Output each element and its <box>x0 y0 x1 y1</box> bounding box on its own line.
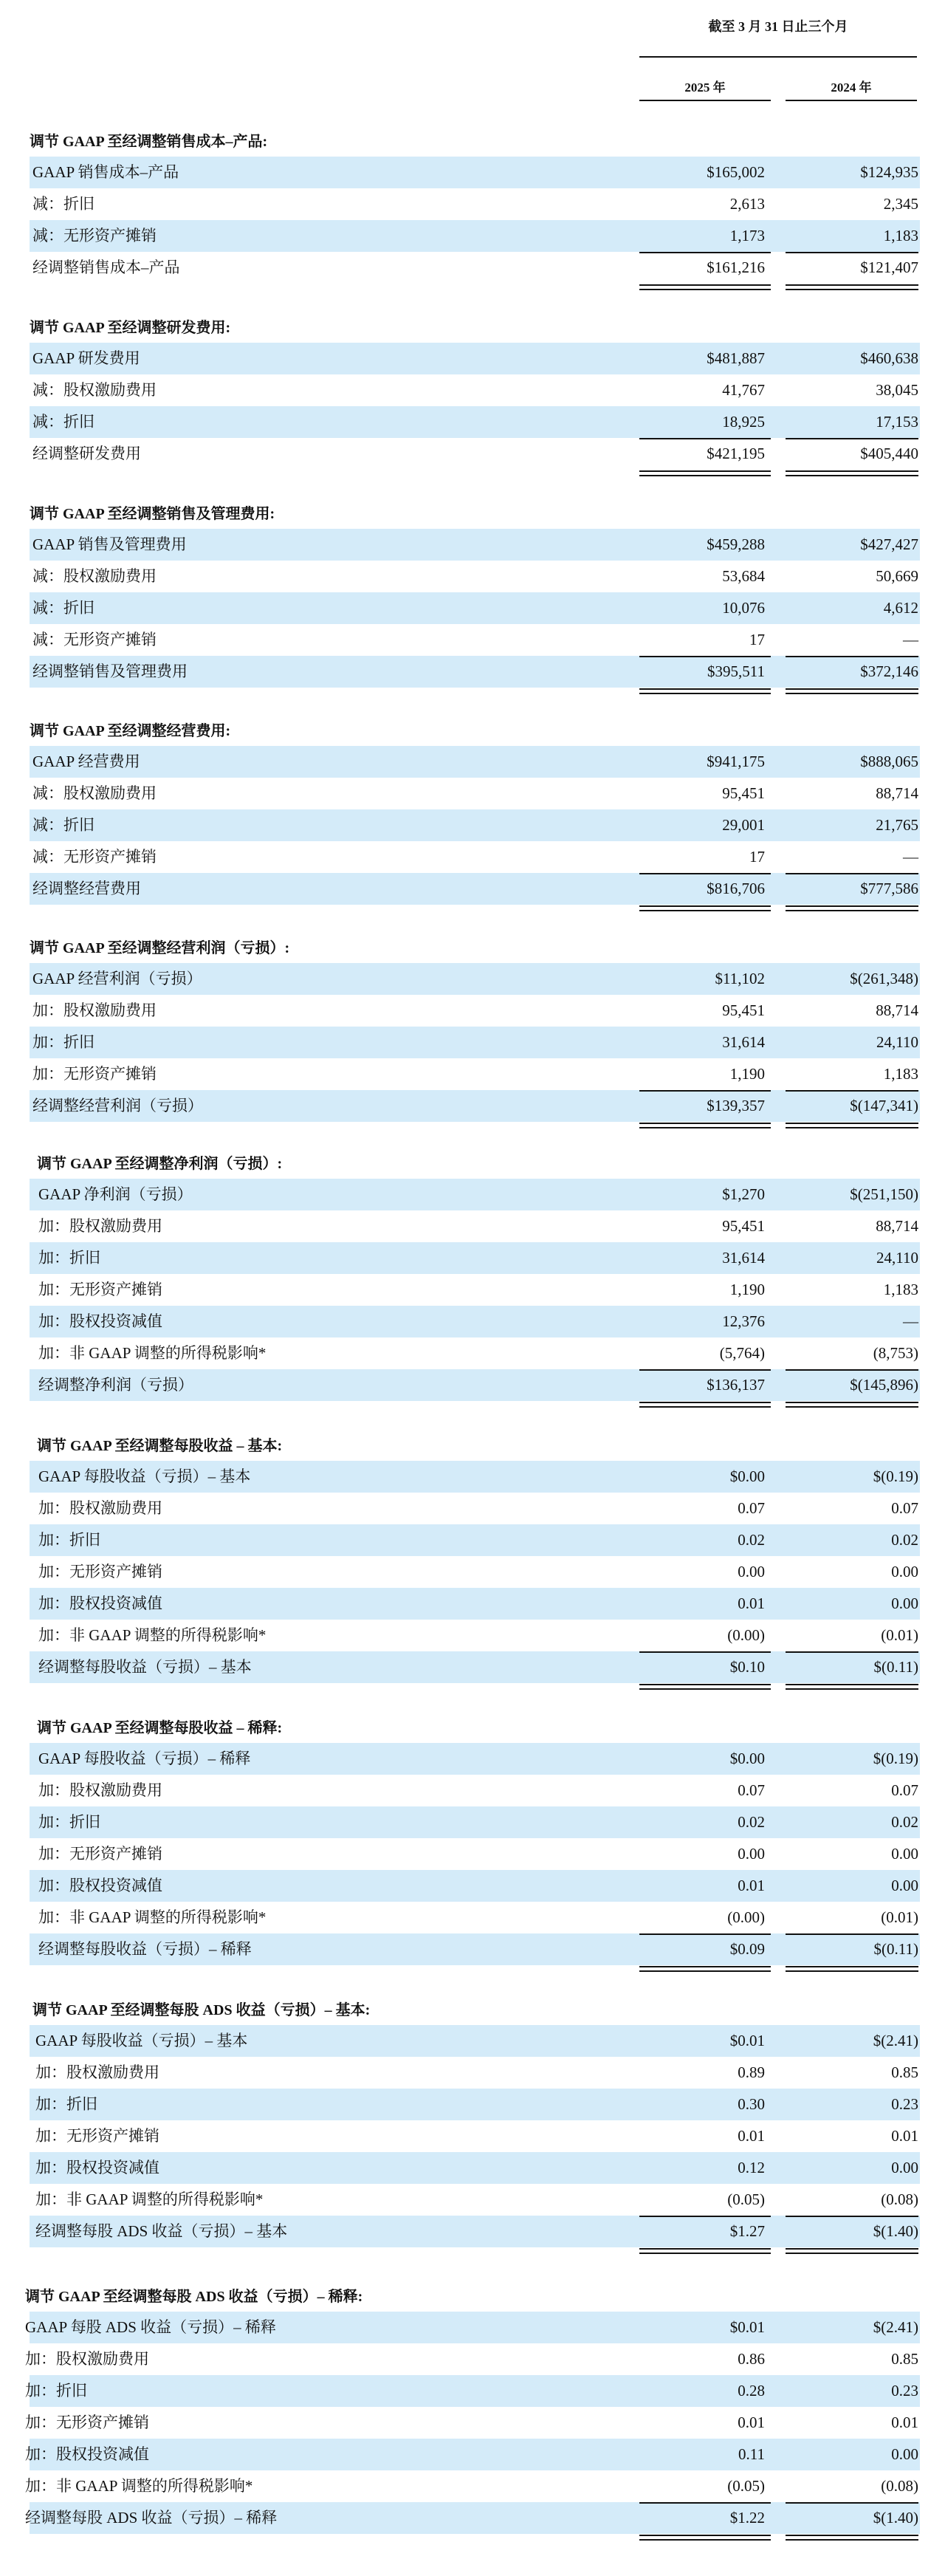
row-label: GAAP 销售成本–产品 <box>32 163 179 181</box>
value-2024: (0.08) <box>881 2190 918 2208</box>
value-2025: 1,173 <box>729 227 765 244</box>
table-row <box>0 2025 945 2057</box>
value-2025: $161,216 <box>707 258 765 276</box>
total-double-rule <box>786 470 918 476</box>
value-2024: 17,153 <box>876 413 918 431</box>
total-row <box>0 438 945 470</box>
total-double-rule <box>639 688 771 694</box>
total-row <box>0 2502 945 2534</box>
value-2025: (0.00) <box>727 1908 765 1926</box>
value-2025: 18,925 <box>722 413 765 431</box>
table-row <box>0 1620 945 1651</box>
value-2025: (0.00) <box>727 1626 765 1644</box>
value-2025: 12,376 <box>722 1312 765 1330</box>
row-label: 加：无形资产摊销 <box>25 2414 149 2431</box>
table-row <box>0 2184 945 2216</box>
table-row <box>0 2375 945 2407</box>
value-2025: $1.22 <box>729 2509 765 2527</box>
section-rows <box>0 343 945 470</box>
table-row <box>0 592 945 624</box>
row-label: 加：非 GAAP 调整的所得税影响* <box>38 1626 267 1644</box>
value-2025: (0.05) <box>727 2477 765 2495</box>
value-2024: $(251,150) <box>850 1185 918 1203</box>
total-double-rule <box>786 2535 918 2541</box>
table-row <box>0 343 945 374</box>
row-label: 加：股权投资减值 <box>25 2445 149 2463</box>
value-2024: — <box>903 1312 918 1330</box>
row-label: 加：无形资产摊销 <box>38 1281 162 1298</box>
value-2024: $427,427 <box>860 535 918 553</box>
table-row <box>0 2120 945 2152</box>
row-label: 加：折旧 <box>38 1249 100 1267</box>
value-2024: $(0.11) <box>873 1940 918 1958</box>
row-label: 减：股权激励费用 <box>32 381 157 399</box>
value-2025: 0.12 <box>738 2159 765 2176</box>
value-2025: $395,511 <box>707 662 765 680</box>
value-2025: 95,451 <box>722 1001 765 1019</box>
table-row <box>0 1870 945 1902</box>
table-row <box>0 1210 945 1242</box>
table-row <box>0 2152 945 2184</box>
section-rows <box>0 157 945 284</box>
value-2024: 88,714 <box>876 1001 918 1019</box>
value-2024: $(145,896) <box>850 1376 918 1394</box>
section-title: 调节 GAAP 至经调整每股收益 – 稀释: <box>37 1720 283 1736</box>
section-title: 调节 GAAP 至经调整每股 ADS 收益（亏损）– 稀释: <box>25 2289 363 2305</box>
section-title: 调节 GAAP 至经调整净利润（亏损）: <box>37 1156 283 1172</box>
total-row <box>0 252 945 284</box>
row-label: 加：股权投资减值 <box>38 1594 162 1612</box>
row-label: 减：无形资产摊销 <box>32 848 157 866</box>
table-row <box>0 809 945 841</box>
value-2024: 0.23 <box>891 2382 918 2399</box>
subtotal-rule <box>786 438 918 439</box>
value-2025: 95,451 <box>722 784 765 802</box>
value-2025: 41,767 <box>722 381 765 399</box>
period-header: 截至 3 月 31 日止三个月 <box>708 19 848 34</box>
value-2025: $0.09 <box>729 1940 765 1958</box>
value-2025: $0.00 <box>729 1750 765 1767</box>
row-label: GAAP 净利润（亏损） <box>38 1185 193 1203</box>
table-row <box>0 778 945 809</box>
value-2025: 1,190 <box>729 1065 765 1083</box>
value-2025: $136,137 <box>707 1376 765 1394</box>
value-2024: 0.85 <box>891 2063 918 2081</box>
value-2025: 0.07 <box>738 1499 765 1517</box>
total-double-rule <box>786 1123 918 1128</box>
row-label: GAAP 每股收益（亏损）– 基本 <box>35 2032 248 2049</box>
value-2025: 17 <box>749 848 765 866</box>
value-2025: $481,887 <box>707 349 765 367</box>
row-label: 加：折旧 <box>38 1531 100 1549</box>
table-row <box>0 157 945 188</box>
section-title: 调节 GAAP 至经调整每股 ADS 收益（亏损）– 基本: <box>32 2002 371 2018</box>
value-2025: $1,270 <box>722 1185 765 1203</box>
row-label: 加：非 GAAP 调整的所得税影响* <box>25 2477 253 2495</box>
row-label: 加：非 GAAP 调整的所得税影响* <box>38 1344 267 1362</box>
value-2025: 0.86 <box>738 2350 765 2368</box>
total-double-rule <box>639 905 771 911</box>
column-header-2025: 2025 年 <box>639 77 771 101</box>
header-rule <box>639 56 917 58</box>
row-label: 加：折旧 <box>38 1813 100 1831</box>
subtotal-rule <box>786 873 918 874</box>
section-rows <box>0 529 945 688</box>
value-2025: $941,175 <box>707 753 765 770</box>
row-label: GAAP 每股收益（亏损）– 稀释 <box>38 1750 251 1767</box>
value-2024: 0.00 <box>891 1877 918 1894</box>
value-2024: $(2.41) <box>873 2318 918 2336</box>
subtotal-rule <box>786 656 918 657</box>
table-row <box>0 529 945 561</box>
table-row <box>0 1775 945 1806</box>
table-row <box>0 1337 945 1369</box>
row-label: 经调整销售成本–产品 <box>32 258 180 276</box>
value-2024: 88,714 <box>876 784 918 802</box>
value-2025: 10,076 <box>722 599 765 617</box>
value-2025: $0.01 <box>729 2032 765 2049</box>
subtotal-rule <box>639 873 771 874</box>
value-2024: 0.07 <box>891 1499 918 1517</box>
total-double-rule <box>786 284 918 290</box>
value-2024: 0.01 <box>891 2414 918 2431</box>
value-2025: 0.02 <box>738 1813 765 1831</box>
value-2024: 0.00 <box>891 1563 918 1580</box>
table-row <box>0 406 945 438</box>
row-label: 减：无形资产摊销 <box>32 227 157 244</box>
value-2025: $0.10 <box>729 1658 765 1676</box>
value-2024: 1,183 <box>883 227 918 244</box>
table-row <box>0 561 945 592</box>
row-label: 减：折旧 <box>32 599 94 617</box>
row-label: 减：折旧 <box>32 816 94 834</box>
total-double-rule <box>786 2248 918 2254</box>
value-2024: 0.02 <box>891 1531 918 1549</box>
section-rows <box>0 1461 945 1683</box>
subtotal-rule <box>639 1090 771 1092</box>
total-double-rule <box>786 905 918 911</box>
row-label: 加：折旧 <box>25 2382 87 2399</box>
row-label: GAAP 研发费用 <box>32 349 140 367</box>
section-title: 调节 GAAP 至经调整销售成本–产品: <box>30 134 268 150</box>
row-label: 加：股权激励费用 <box>25 2350 149 2368</box>
table-row <box>0 1806 945 1838</box>
subtotal-rule <box>786 1090 918 1092</box>
total-double-rule <box>639 2535 771 2541</box>
value-2025: 0.00 <box>738 1845 765 1863</box>
row-label: 减：折旧 <box>32 413 94 431</box>
subtotal-rule <box>786 2216 918 2217</box>
value-2024: 0.00 <box>891 2445 918 2463</box>
row-label: 经调整经营利润（亏损） <box>32 1097 203 1114</box>
value-2024: (8,753) <box>873 1344 918 1362</box>
table-row <box>0 2439 945 2470</box>
section-title: 调节 GAAP 至经调整销售及管理费用: <box>30 506 275 522</box>
total-double-rule <box>639 1402 771 1408</box>
table-row <box>0 1524 945 1556</box>
value-2025: $421,195 <box>707 445 765 462</box>
table-row <box>0 624 945 656</box>
value-2024: 0.00 <box>891 2159 918 2176</box>
total-row <box>0 656 945 688</box>
value-2025: 1,190 <box>729 1281 765 1298</box>
value-2024: 24,110 <box>876 1249 918 1267</box>
total-double-rule <box>786 1402 918 1408</box>
subtotal-rule <box>639 656 771 657</box>
section-rows <box>0 1179 945 1401</box>
subtotal-rule <box>639 1651 771 1653</box>
table-row <box>0 1556 945 1588</box>
value-2025: $139,357 <box>707 1097 765 1114</box>
value-2024: $888,065 <box>860 753 918 770</box>
value-2024: $124,935 <box>860 163 918 181</box>
value-2025: (5,764) <box>719 1344 765 1362</box>
value-2024: $(1.40) <box>873 2509 918 2527</box>
value-2024: $(2.41) <box>873 2032 918 2049</box>
table-row <box>0 2089 945 2120</box>
row-label: GAAP 经营费用 <box>32 753 140 770</box>
value-2024: (0.01) <box>881 1626 918 1644</box>
row-label: 经调整净利润（亏损） <box>38 1376 193 1394</box>
section-rows <box>0 963 945 1122</box>
row-label: 经调整每股收益（亏损）– 基本 <box>38 1658 252 1676</box>
value-2025: 0.01 <box>738 2414 765 2431</box>
value-2025: 17 <box>749 631 765 648</box>
subtotal-rule <box>786 1369 918 1371</box>
row-label: 加：无形资产摊销 <box>32 1065 157 1083</box>
table-row <box>0 188 945 220</box>
section-rows <box>0 746 945 905</box>
value-2024: $372,146 <box>860 662 918 680</box>
value-2025: 0.89 <box>738 2063 765 2081</box>
row-label: 减：折旧 <box>32 195 94 213</box>
subtotal-rule <box>639 2216 771 2217</box>
value-2024: $(0.11) <box>873 1658 918 1676</box>
table-row <box>0 1902 945 1933</box>
table-row <box>0 1242 945 1274</box>
value-2025: 29,001 <box>722 816 765 834</box>
subtotal-rule <box>639 1933 771 1935</box>
value-2025: $816,706 <box>707 880 765 897</box>
row-label: GAAP 每股 ADS 收益（亏损）– 稀释 <box>25 2318 276 2336</box>
value-2024: (0.01) <box>881 1908 918 1926</box>
row-label: 加：股权投资减值 <box>38 1877 162 1894</box>
row-label: 加：无形资产摊销 <box>38 1845 162 1863</box>
value-2024: 1,183 <box>883 1065 918 1083</box>
row-label: 加：股权激励费用 <box>38 1781 162 1799</box>
row-label: 减：股权激励费用 <box>32 784 157 802</box>
value-2024: $(0.19) <box>873 1467 918 1485</box>
value-2024: $405,440 <box>860 445 918 462</box>
value-2025: $1.27 <box>729 2222 765 2240</box>
value-2025: 31,614 <box>722 1033 765 1051</box>
section-title: 调节 GAAP 至经调整经营费用: <box>30 723 231 739</box>
value-2024: 0.00 <box>891 1594 918 1612</box>
total-double-rule <box>639 2248 771 2254</box>
table-row <box>0 2470 945 2502</box>
value-2025: 53,684 <box>722 567 765 585</box>
section-rows <box>0 2312 945 2534</box>
row-label: GAAP 销售及管理费用 <box>32 535 187 553</box>
row-label: 经调整销售及管理费用 <box>32 662 188 680</box>
row-label: 加：非 GAAP 调整的所得税影响* <box>38 1908 267 1926</box>
value-2025: 0.07 <box>738 1781 765 1799</box>
value-2024: — <box>903 631 918 648</box>
value-2024: 0.85 <box>891 2350 918 2368</box>
value-2025: $0.00 <box>729 1467 765 1485</box>
table-row <box>0 2407 945 2439</box>
value-2024: 50,669 <box>876 567 918 585</box>
total-row <box>0 1090 945 1122</box>
value-2024: 38,045 <box>876 381 918 399</box>
value-2024: $(1.40) <box>873 2222 918 2240</box>
table-row <box>0 746 945 778</box>
total-double-rule <box>786 1684 918 1690</box>
value-2024: — <box>903 848 918 866</box>
value-2024: 0.23 <box>891 2095 918 2113</box>
row-label: GAAP 每股收益（亏损）– 基本 <box>38 1467 251 1485</box>
value-2025: (0.05) <box>727 2190 765 2208</box>
subtotal-rule <box>639 2502 771 2504</box>
table-row <box>0 374 945 406</box>
section-title: 调节 GAAP 至经调整经营利润（亏损）: <box>30 940 290 956</box>
subtotal-rule <box>639 438 771 439</box>
table-row <box>0 1493 945 1524</box>
row-label: 加：折旧 <box>32 1033 94 1051</box>
row-label: 加：无形资产摊销 <box>38 1563 162 1580</box>
value-2025: 0.02 <box>738 1531 765 1549</box>
section-title: 调节 GAAP 至经调整研发费用: <box>30 320 231 336</box>
total-double-rule <box>639 1123 771 1128</box>
table-row <box>0 1838 945 1870</box>
value-2024: 0.07 <box>891 1781 918 1799</box>
table-row <box>0 2312 945 2343</box>
row-label: 加：非 GAAP 调整的所得税影响* <box>35 2190 264 2208</box>
total-row <box>0 2216 945 2247</box>
table-row <box>0 1306 945 1337</box>
value-2024: $121,407 <box>860 258 918 276</box>
table-row <box>0 1588 945 1620</box>
row-label: 加：股权投资减值 <box>35 2159 159 2176</box>
value-2024: $(147,341) <box>850 1097 918 1114</box>
total-double-rule <box>786 1966 918 1972</box>
row-label: 经调整经营费用 <box>32 880 141 897</box>
value-2024: $460,638 <box>860 349 918 367</box>
total-row <box>0 873 945 905</box>
total-double-rule <box>639 1966 771 1972</box>
value-2025: $11,102 <box>715 970 765 987</box>
table-row <box>0 2343 945 2375</box>
row-label: 经调整每股收益（亏损）– 稀释 <box>38 1940 252 1958</box>
table-row <box>0 1743 945 1775</box>
value-2024: 1,183 <box>883 1281 918 1298</box>
value-2025: 2,613 <box>729 195 765 213</box>
value-2024: 0.02 <box>891 1813 918 1831</box>
row-label: 加：股权激励费用 <box>38 1217 162 1235</box>
table-row <box>0 963 945 995</box>
row-label: 减：无形资产摊销 <box>32 631 157 648</box>
value-2024: $(261,348) <box>850 970 918 987</box>
row-label: 经调整每股 ADS 收益（亏损）– 稀释 <box>25 2509 278 2527</box>
value-2025: 0.28 <box>738 2382 765 2399</box>
value-2024: 0.00 <box>891 1845 918 1863</box>
table-row <box>0 220 945 252</box>
value-2024: $777,586 <box>860 880 918 897</box>
row-label: 减：股权激励费用 <box>32 567 157 585</box>
value-2025: 0.30 <box>738 2095 765 2113</box>
value-2024: 88,714 <box>876 1217 918 1235</box>
value-2024: 0.01 <box>891 2127 918 2145</box>
subtotal-rule <box>639 1369 771 1371</box>
section-rows <box>0 2025 945 2247</box>
value-2025: 0.11 <box>738 2445 765 2463</box>
table-row <box>0 2057 945 2089</box>
row-label: 加：股权激励费用 <box>32 1001 157 1019</box>
total-double-rule <box>639 470 771 476</box>
row-label: 经调整每股 ADS 收益（亏损）– 基本 <box>35 2222 288 2240</box>
value-2025: 0.01 <box>738 2127 765 2145</box>
value-2025: 0.01 <box>738 1877 765 1894</box>
value-2024: $(0.19) <box>873 1750 918 1767</box>
subtotal-rule <box>786 1933 918 1935</box>
table-row <box>0 1058 945 1090</box>
value-2025: $459,288 <box>707 535 765 553</box>
section-title: 调节 GAAP 至经调整每股收益 – 基本: <box>37 1438 283 1454</box>
value-2024: 4,612 <box>883 599 918 617</box>
value-2025: 0.00 <box>738 1563 765 1580</box>
total-double-rule <box>639 284 771 290</box>
value-2024: 21,765 <box>876 816 918 834</box>
table-row <box>0 841 945 873</box>
subtotal-rule <box>639 252 771 253</box>
row-label: 加：股权投资减值 <box>38 1312 162 1330</box>
value-2025: $0.01 <box>729 2318 765 2336</box>
table-row <box>0 995 945 1027</box>
table-row <box>0 1274 945 1306</box>
value-2025: 95,451 <box>722 1217 765 1235</box>
subtotal-rule <box>786 252 918 253</box>
table-row <box>0 1027 945 1058</box>
value-2024: 2,345 <box>883 195 918 213</box>
value-2024: 24,110 <box>876 1033 918 1051</box>
value-2025: 31,614 <box>722 1249 765 1267</box>
column-header-2024: 2024 年 <box>786 77 917 101</box>
value-2024: (0.08) <box>881 2477 918 2495</box>
total-row <box>0 1933 945 1965</box>
value-2025: 0.01 <box>738 1594 765 1612</box>
row-label: 加：股权激励费用 <box>35 2063 159 2081</box>
row-label: 加：股权激励费用 <box>38 1499 162 1517</box>
total-row <box>0 1651 945 1683</box>
value-2025: $165,002 <box>707 163 765 181</box>
row-label: 加：无形资产摊销 <box>35 2127 159 2145</box>
table-row <box>0 1461 945 1493</box>
total-double-rule <box>639 1684 771 1690</box>
table-row <box>0 1179 945 1210</box>
total-double-rule <box>786 688 918 694</box>
section-rows <box>0 1743 945 1965</box>
subtotal-rule <box>786 1651 918 1653</box>
total-row <box>0 1369 945 1401</box>
row-label: 加：折旧 <box>35 2095 97 2113</box>
subtotal-rule <box>786 2502 918 2504</box>
row-label: 经调整研发费用 <box>32 445 141 462</box>
row-label: GAAP 经营利润（亏损） <box>32 970 202 987</box>
